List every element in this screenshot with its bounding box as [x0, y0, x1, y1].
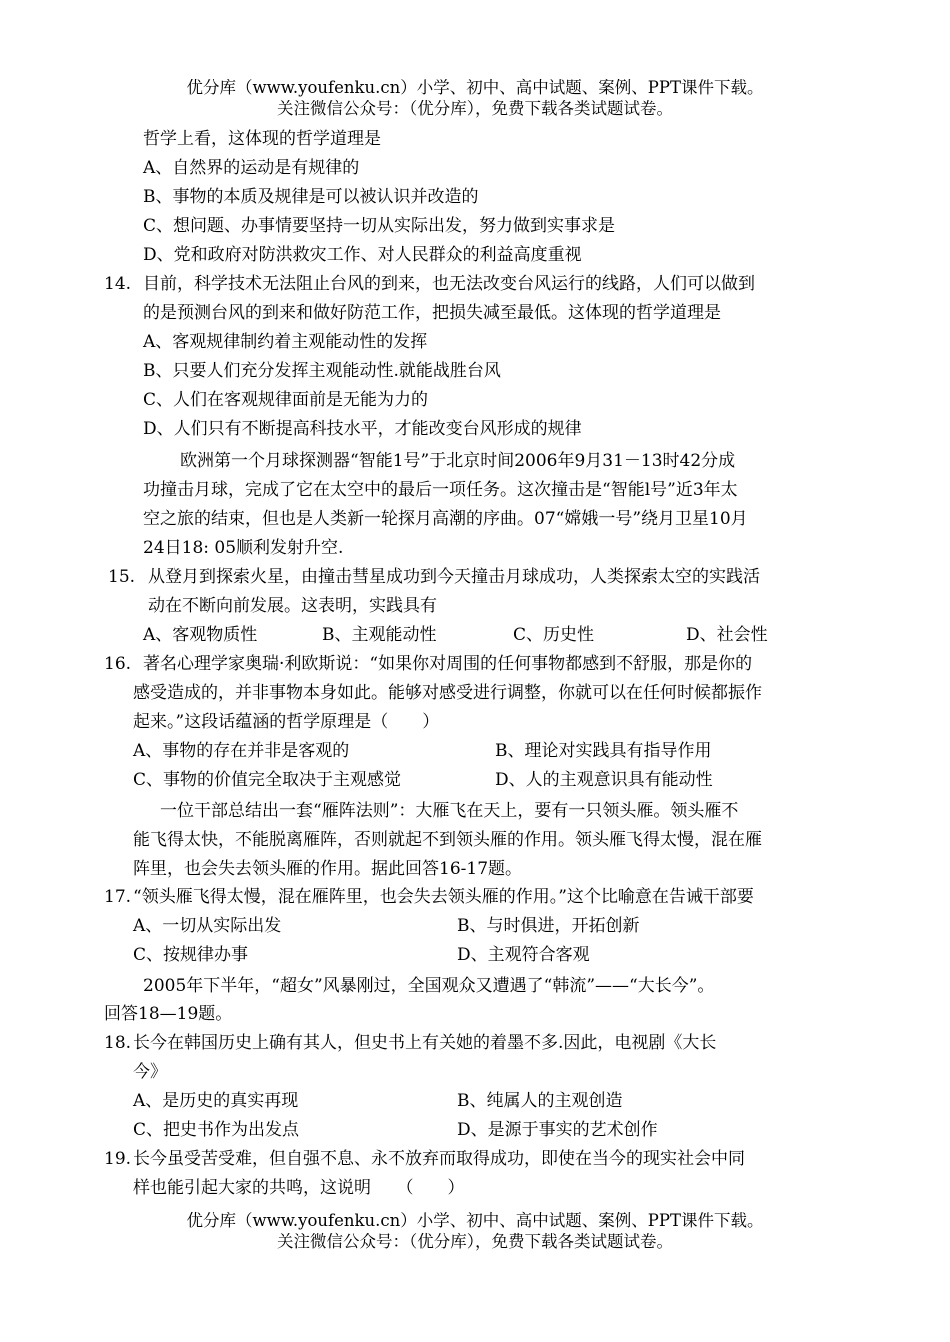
q18-number: 18.	[104, 1033, 132, 1053]
q16-option-d: D、人的主观意识具有能动性	[495, 770, 713, 790]
q18-option-a: A、是历史的真实再现	[133, 1091, 299, 1111]
q16-option-c: C、事物的价值完全取决于主观感觉	[133, 770, 402, 790]
header-line-2: 关注微信公众号：（优分库），免费下载各类试题试卷。	[277, 99, 673, 118]
q17-option-a: A、一切从实际出发	[133, 916, 282, 936]
q15-number: 15.	[108, 567, 136, 587]
footer-line-1: 优分库（www.youfenku.cn）小学、初中、高中试题、案例、PPT课件下载。	[186, 1211, 764, 1230]
q18-stem-line-2: 今》	[133, 1062, 167, 1082]
q13-option-a: A、自然界的运动是有规律的	[143, 158, 360, 178]
q13-stem-tail: 哲学上看，这体现的哲学道理是	[143, 129, 381, 149]
passage3-line-2: 回答18—19题。	[104, 1004, 233, 1024]
q19-stem-line-1: 长今虽受苦受难，但自强不息、永不放弃而取得成功，即使在当今的现实社会中同	[133, 1149, 745, 1169]
footer-line-2: 关注微信公众号：（优分库），免费下载各类试题试卷。	[277, 1232, 673, 1251]
q14-option-b: B、只要人们充分发挥主观能动性.就能战胜台风	[143, 361, 501, 381]
q16-option-b: B、理论对实践具有指导作用	[495, 741, 712, 761]
q16-number: 16.	[104, 654, 132, 674]
q14-stem-line-2: 的是预测台风的到来和做好防范工作，把损失减至最低。这体现的哲学道理是	[143, 303, 721, 323]
q17-option-d: D、主观符合客观	[457, 945, 590, 965]
q13-option-d: D、党和政府对防洪救灾工作、对人民群众的利益高度重视	[143, 245, 582, 265]
passage1-line-2: 功撞击月球，完成了它在太空中的最后一项任务。这次撞击是“智能l号”近3年太	[143, 480, 738, 500]
q13-option-b: B、事物的本质及规律是可以被认识并改造的	[143, 187, 479, 207]
q16-stem-line-3: 起来。”这段话蕴涵的哲学原理是（ ）	[133, 712, 440, 732]
q19-stem-line-2: 样也能引起大家的共鸣，这说明 （ ）	[133, 1178, 465, 1198]
q15-stem-line-1: 从登月到探索火星，由撞击彗星成功到今天撞击月球成功，人类探索太空的实践活	[148, 567, 760, 587]
passage1-line-4: 24日18: 05顺利发射升空.	[143, 538, 344, 558]
header-line-1: 优分库（www.youfenku.cn）小学、初中、高中试题、案例、PPT课件下载。	[186, 78, 764, 97]
passage2-line-2: 能飞得太快，不能脱离雁阵，否则就起不到领头雁的作用。领头雁飞得太慢，混在雁	[133, 830, 762, 850]
passage3-line-1: 2005年下半年，“超女”风暴刚过，全国观众又遭遇了“韩流”——“大长今”。	[143, 976, 715, 996]
q19-number: 19.	[104, 1149, 132, 1169]
q18-option-b: B、纯属人的主观创造	[457, 1091, 623, 1111]
q16-stem-line-2: 感受造成的，并非事物本身如此。能够对感受进行调整，你就可以在任何时候都振作	[133, 683, 762, 703]
passage1-line-1: 欧洲第一个月球探测器“智能1号”于北京时间2006年9月31－13时42分成	[180, 451, 736, 471]
q15-option-b: B、主观能动性	[322, 625, 437, 645]
passage2-line-1: 一位干部总结出一套“雁阵法则”：大雁飞在天上，要有一只领头雁。领头雁不	[160, 801, 739, 821]
q14-stem-line-1: 目前，科学技术无法阻止台风的到来，也无法改变台风运行的线路，人们可以做到	[143, 274, 755, 294]
passage1-line-3: 空之旅的结束，但也是人类新一轮探月高潮的序曲。07“嫦娥一号”绕月卫星10月	[143, 509, 748, 529]
q18-option-d: D、是源于事实的艺术创作	[457, 1120, 658, 1140]
q14-option-a: A、客观规律制约着主观能动性的发挥	[143, 332, 428, 352]
q18-stem-line-1: 长今在韩国历史上确有其人，但史书上有关她的着墨不多.因此，电视剧《大长	[133, 1033, 717, 1053]
q14-option-d: D、人们只有不断提高科技水平，才能改变台风形成的规律	[143, 419, 582, 439]
q17-stem: “领头雁飞得太慢，混在雁阵里，也会失去领头雁的作用。”这个比喻意在告诫干部要	[133, 887, 754, 907]
q17-option-b: B、与时俱进，开拓创新	[457, 916, 640, 936]
q17-option-c: C、按规律办事	[133, 945, 249, 965]
q15-option-c: C、历史性	[513, 625, 595, 645]
q14-number: 14.	[104, 274, 132, 294]
q15-stem-line-2: 动在不断向前发展。这表明，实践具有	[148, 596, 437, 616]
q16-stem-line-1: 著名心理学家奥瑞·利欧斯说：“如果你对周围的任何事物都感到不舒服，那是你的	[143, 654, 753, 674]
q15-option-a: A、客观物质性	[143, 625, 258, 645]
q16-option-a: A、事物的存在并非是客观的	[133, 741, 350, 761]
q17-number: 17.	[104, 887, 132, 907]
passage2-line-3: 阵里，也会失去领头雁的作用。据此回答16-17题。	[133, 859, 523, 879]
q15-option-d: D、社会性	[686, 625, 768, 645]
q18-option-c: C、把史书作为出发点	[133, 1120, 300, 1140]
q13-option-c: C、想问题、办事情要坚持一切从实际出发，努力做到实事求是	[143, 216, 616, 236]
q14-option-c: C、人们在客观规律面前是无能为力的	[143, 390, 429, 410]
